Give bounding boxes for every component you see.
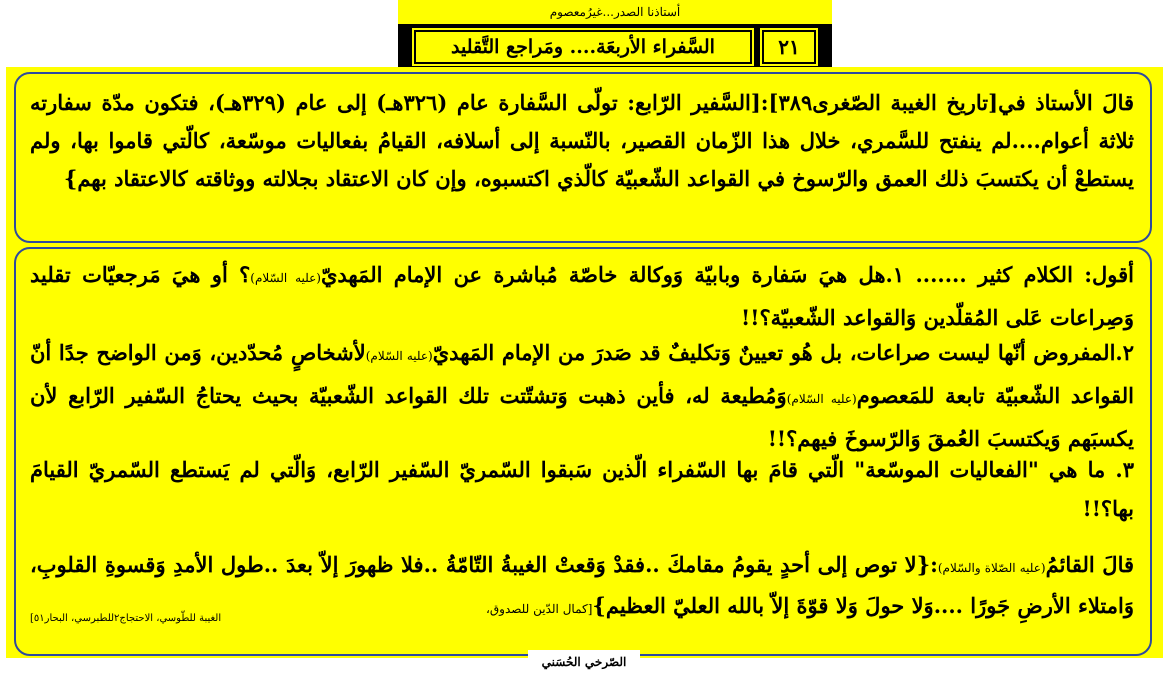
salutation: (عليه السّلام) xyxy=(250,271,321,285)
paragraph-3: ٣. ما هي "الفعاليات الموسّعة" الّتي قامَ بها السّفراء الّذين سَبقوا السّمريّ السّفير الرّابع، وَالّتي لم يَستطع السّمريّ القيامَ بها؟!! xyxy=(30,457,1134,521)
commentary-box xyxy=(14,247,1152,656)
page-number-badge: ٢١ xyxy=(762,30,816,64)
salutation: (عليه السّلام) xyxy=(786,392,857,406)
quote-text: قالَ الأستاذ في[تاريخ الغيبة الصّغرى٣٨٩]:[السَّفير الرّابع: تولّى السَّفارة عام (٣٢٦هـ) إلى عام (٣٢٩هـ)، فتكون مدّة سفارته ثلاثة أعوام....لم ينفتح للسَّمري، خلال هذا الزّمان القصير، بالنّسبة إلى أسلافه، القيامُ بفعاليات موسّعة، كالّتي قاموا بها، ولم يستطعْ أن يكتسبَ ذلك العمق والرّسوخ في القواعد الشّعبيّة كالّذي اكتسبوه، وإن كان الاعتقاد بجلالته ووثاقته كالاعتقاد بهم} xyxy=(30,90,1135,191)
paragraph-2-text-b: لأشخاصٍ مُحدّدين، وَمن الواضح جدًا أنّ القواعد الشّعبيّة تابعة للمَعصوم xyxy=(30,340,1135,408)
reference-start: [كمال الدّين للصدوق، xyxy=(486,602,593,616)
salutation: (عليه الصّلاة والسّلام) xyxy=(937,561,1046,575)
paragraph-2 xyxy=(30,333,1134,458)
page-title: السَّفراء الأربعَة.... ومَراجع التَّقليد xyxy=(414,30,752,64)
paragraph-2-text-c: وَمُطيعة له، فأين ذهبت وَتشتّتت تلك القواعد الشّعبيّة بحيث يحتاجُ السّفير الرّابع لأن يكسبَهم وَيكتسبَ العُمقَ وَالرّسوخَ فيهم؟!! xyxy=(30,383,1134,451)
header-banner xyxy=(398,0,832,67)
content-area xyxy=(6,67,1163,658)
paragraph-1-text-b: ؟ أو هيَ مَرجعيّات تقليد وَصِراعات عَلى المُقلّدين وَالقواعد الشّعبيّة؟!! xyxy=(30,262,1134,330)
header-subtitle: أستاذنا الصدر...غيرُمعصوم xyxy=(398,0,832,24)
salutation: (عليه السّلام) xyxy=(365,349,433,363)
author-label: الصّرخي الحُسَني xyxy=(528,650,640,675)
paragraph-4-text-b: :{لا توص إلى أحدٍ يقومُ مقامكَ ..فقدْ وَقعتْ الغيبةُ التّامّةُ ..فلا ظهورَ إلاّ بعدَ ..طول الأمدِ وَقسوةِ القلوبِ، وَامتلاء الأرضِ جَورًا ....وَلا حولَ وَلا قوّةَ إلاّ بالله العليّ العظيم} xyxy=(30,552,1134,618)
paragraph-4-text-a: قالَ القائمُ xyxy=(1045,552,1134,577)
paragraph-1-text-a: أقول: الكلام كثير ....... ١.هل هيَ سَفارة وبابيّة وَوكالة خاصّة مُباشرة عن الإمام المَهديّ xyxy=(320,262,1134,287)
reference-line: الغيبة للطّوسي، الاحتجاج٢للطبرسي، البحار٥١] xyxy=(30,613,222,624)
paragraph-1 xyxy=(30,255,1134,337)
quote-box xyxy=(14,72,1152,243)
paragraph-2-text-a: ٢.المفروض أنّها ليست صراعات، بل هُو تعيينٌ وَتكليفٌ قد صَدرَ من الإمام المَهديّ xyxy=(432,340,1135,365)
